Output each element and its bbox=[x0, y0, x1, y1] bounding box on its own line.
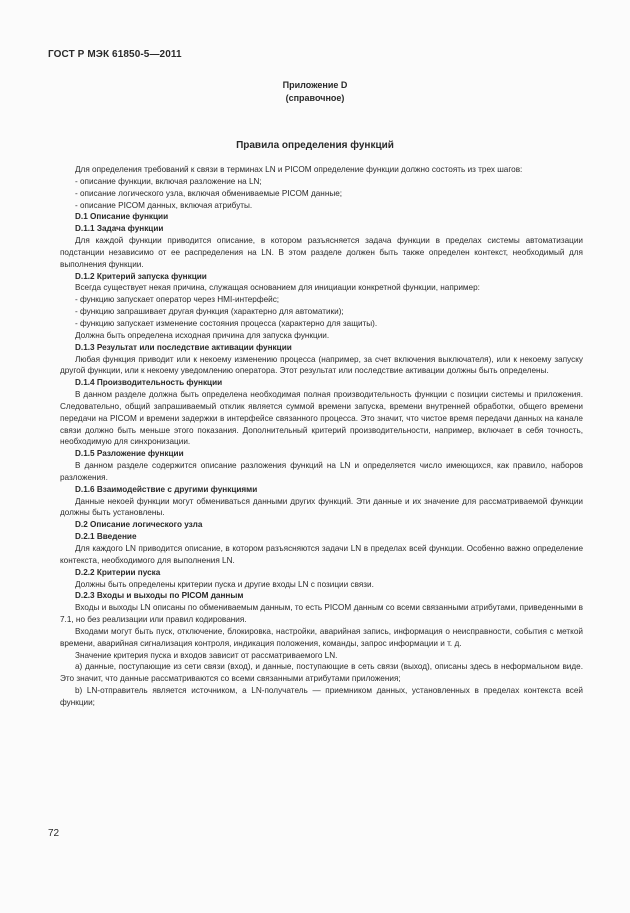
paragraph: Значение критерия пуска и входов зависит от рассматриваемого LN. bbox=[75, 650, 338, 660]
body-text bbox=[60, 164, 583, 709]
paragraph: Для определения требований к связи в терминах LN и PICOM определение функции должно состоять из трех шагов: bbox=[75, 165, 523, 174]
paragraph: В данном разделе содержится описание разложения функций на LN и определяется число имеющихся, как правило, наборов разложения. bbox=[60, 461, 583, 482]
section-heading: D.1.4 Производительность функции bbox=[75, 378, 223, 388]
paragraph: Для каждого LN приводится описание, в котором разъясняются задачи LN в пределах всей функции. Особенно важно определение контекста, необходимого для выполнения LN. bbox=[60, 544, 583, 565]
section-heading: D.2.2 Критерии пуска bbox=[75, 567, 161, 577]
appendix-title: Приложение D bbox=[282, 80, 348, 90]
paragraph: Должны быть определены критерии пуска и другие входы LN с позиции связи. bbox=[75, 579, 374, 589]
section-heading: D.1 Описание функции bbox=[75, 212, 169, 222]
section-heading: D.2 Описание логического узла bbox=[75, 520, 203, 530]
paragraph: - функцию запускает изменение состояния процесса (характерно для защиты). bbox=[75, 318, 378, 328]
paragraph: В данном разделе должна быть определена необходимая полная производительность функции с позиции системы и приложения. Следовательно, общий запрашиваемый отклик является суммой времени запуска, времени внутренней обработки, общего времени передачи на PICOM и времени задержки в интерфейсе связанного процесса. Это значит, что чистое время передачи данных на канале связи должно быть меньше этого показания. Дополнительный критерий производительности, например, включает в себя точность, необходимую для синхронизации. bbox=[60, 390, 583, 447]
paragraph: Входы и выходы LN описаны по обмениваемым данным, то есть PICOM данным со всеми связанными атрибутами, приведенными в 7.1, но без реализации или правил кодирования. bbox=[60, 603, 583, 625]
section-heading: D.2.1 Введение bbox=[75, 532, 137, 542]
paragraph: Должна быть определена исходная причина для запуска функции. bbox=[75, 330, 330, 340]
paragraph: а) данные, поступающие из сети связи (вход), и данные, поступающие в сеть связи (выход), описаны здесь в неформальном виде. Это значит, что данные рассматриваются со всеми связанными атрибутами приложения; bbox=[60, 662, 583, 684]
paragraph: Всегда существует некая причина, служащая основанием для инициации конкретной функции, например: bbox=[75, 283, 480, 293]
document-header: ГОСТ Р МЭК 61850-5—2011 bbox=[48, 49, 182, 60]
paragraph: - описание логического узла, включая обмениваемые PICOM данные; bbox=[75, 188, 343, 198]
section-heading: D.2.3 Входы и выходы по PICOM данным bbox=[75, 591, 244, 601]
section-heading: D.1.6 Взаимодействие с другими функциями bbox=[75, 484, 258, 494]
paragraph: Входами могут быть пуск, отключение, блокировка, настройки, аварийная запись, информация о неисправности, события с меткой времени, аварийная сигнализация контроля, индикация положения, команды, запрос информации и т. д. bbox=[60, 626, 583, 648]
appendix-subtitle: (справочное) bbox=[285, 93, 345, 103]
paragraph: - описание функции, включая разложение на LN; bbox=[75, 176, 262, 186]
section-heading: D.1.2 Критерий запуска функции bbox=[75, 271, 207, 281]
paragraph: Данные некоей функции могут обмениваться данными других функций. Эти данные и их значение для рассматриваемой функции должны быть установлены. bbox=[60, 496, 583, 518]
paragraph: b) LN-отправитель является источником, а LN-получатель — приемником данных, установленных в пределах контекста всей функции; bbox=[60, 686, 583, 707]
paragraph: Любая функция приводит или к некоему изменению процесса (например, за счет включения выключателя), или к некоему запуску другой функции, или к некоему уведомлению оператора. Этот результат или последствие активации должны быть определены. bbox=[60, 354, 583, 376]
section-heading: D.1.3 Результат или последствие активации функции bbox=[75, 342, 292, 352]
document-title: Правила определения функций bbox=[236, 140, 394, 151]
paragraph: - описание PICOM данных, включая атрибуты. bbox=[75, 200, 253, 210]
section-heading: D.1.1 Задача функции bbox=[75, 224, 164, 234]
paragraph: - функцию запрашивает другая функция (характерно для автоматики); bbox=[75, 307, 344, 317]
section-heading: D.1.5 Разложение функции bbox=[75, 449, 184, 459]
paragraph: - функцию запускает оператор через HMI-интерфейс; bbox=[75, 295, 280, 305]
page-number: 72 bbox=[48, 828, 60, 839]
paragraph: Для каждой функции приводится описание, в котором разъясняется задача функции в пределах системы автоматизации подстанции независимо от ее распределения на LN. В этом разделе должен быть также определен контекст, необходимый для выполнения функции. bbox=[60, 236, 583, 269]
